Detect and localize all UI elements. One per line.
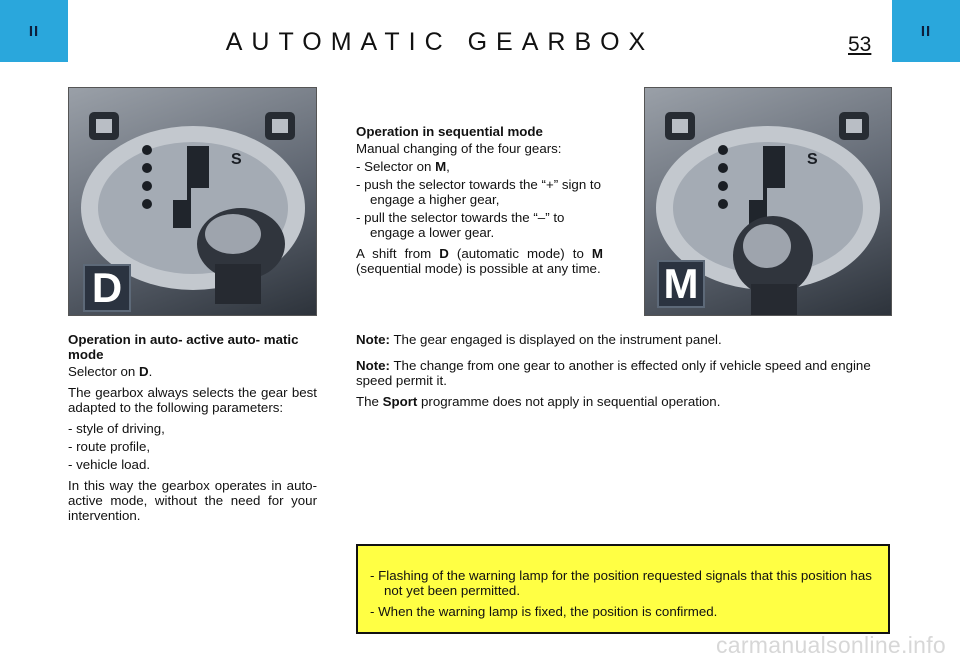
watermark: carmanualsonline.info bbox=[715, 632, 946, 658]
auto-mode-heading: Operation in auto- active auto- matic mode bbox=[68, 332, 299, 362]
warning-item: - When the warning lamp is fixed, the position is confirmed. bbox=[370, 604, 718, 619]
section-tab-right: II bbox=[892, 0, 960, 62]
auto-mode-intro: The gearbox always selects the gear best adapted to the following parameters: bbox=[68, 385, 317, 415]
list-item: - Selector on M, bbox=[356, 159, 450, 174]
auto-mode-closing: In this way the gearbox operates in auto- active mode, without the need for your intervention. bbox=[68, 478, 317, 523]
svg-text:S: S bbox=[231, 151, 242, 168]
sequential-mode-section bbox=[356, 124, 603, 282]
notes-section bbox=[356, 332, 892, 415]
sport-note: The Sport programme does not apply in sequential operation. bbox=[356, 394, 721, 409]
warning-item: - Flashing of the warning lamp for the position requested signals that this position has not yet been permitted. bbox=[370, 568, 872, 598]
sequential-mode-intro: Manual changing of the four gears: bbox=[356, 141, 562, 156]
gear-selector-photo-m bbox=[644, 87, 892, 316]
page-number: 53 bbox=[848, 33, 872, 56]
auto-mode-section bbox=[68, 332, 317, 529]
mode-d-badge: D bbox=[83, 264, 131, 312]
auto-mode-selector: Selector on D. bbox=[68, 364, 153, 379]
list-item: - style of driving, bbox=[68, 421, 165, 436]
warning-box bbox=[356, 544, 890, 634]
shift-paragraph: A shift from D (automatic mode) to M (sequential mode) is possible at any time. bbox=[356, 246, 603, 276]
list-item: - route profile, bbox=[68, 439, 151, 454]
sequential-mode-heading: Operation in sequential mode bbox=[356, 124, 543, 139]
warning-list bbox=[366, 568, 880, 619]
svg-text:S: S bbox=[807, 151, 818, 168]
list-item: - vehicle load. bbox=[68, 457, 151, 472]
section-tab-left: II bbox=[0, 0, 68, 62]
gear-selector-photo-d bbox=[68, 87, 317, 316]
note-2: Note: The change from one gear to another is effected only if vehicle speed and engine speed permit it. bbox=[356, 358, 871, 388]
list-item: - pull the selector towards the “–” to engage a lower gear. bbox=[356, 210, 565, 240]
list-item: - push the selector towards the “+” sign to engage a higher gear, bbox=[356, 177, 602, 207]
page-title: AUTOMATIC GEARBOX bbox=[225, 28, 655, 56]
sequential-mode-list bbox=[356, 159, 603, 240]
note-1: Note: The gear engaged is displayed on the instrument panel. bbox=[356, 332, 722, 347]
mode-m-badge: M bbox=[657, 260, 705, 308]
auto-mode-parameters bbox=[68, 421, 317, 472]
